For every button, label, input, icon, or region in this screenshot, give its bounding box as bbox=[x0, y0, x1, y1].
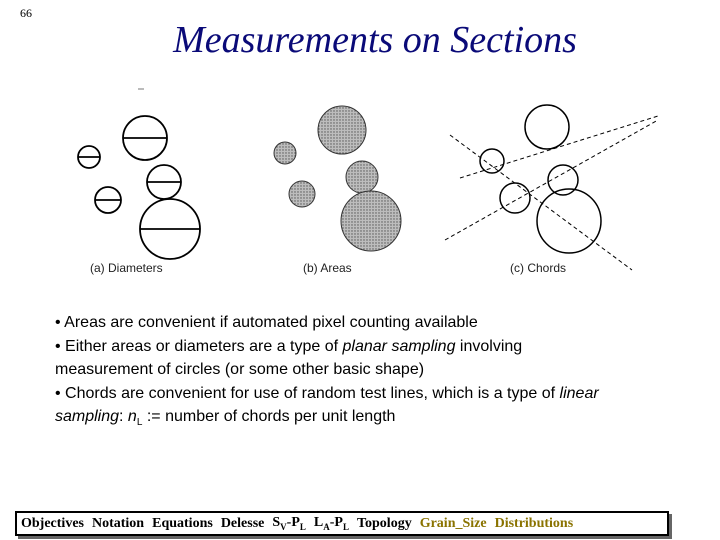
symbol-subscript: L bbox=[136, 417, 143, 429]
areas-panel bbox=[274, 106, 401, 275]
nav-sv-pl-dash: -P bbox=[286, 515, 300, 531]
bullet-text: • Chords are convenient for use of random test lines, which is a type of bbox=[55, 384, 560, 402]
nav-bar bbox=[15, 511, 669, 536]
chord-circle bbox=[537, 189, 601, 253]
italic-term: planar sampling bbox=[342, 337, 456, 355]
chord-circle bbox=[548, 165, 578, 195]
test-line bbox=[445, 120, 658, 240]
test-line bbox=[450, 135, 632, 270]
bullet-text: involving bbox=[455, 337, 523, 355]
nav-la-pl-l2: L bbox=[342, 521, 349, 532]
italic-term: sampling bbox=[55, 408, 120, 425]
bullet-text: : bbox=[119, 408, 128, 425]
nav-la-pl-a: A bbox=[323, 521, 330, 532]
nav-sv-pl-s: S bbox=[272, 515, 281, 531]
nav-equations[interactable]: Equations bbox=[152, 515, 213, 531]
bullet-text: • Either areas or diameters are a type of bbox=[55, 337, 343, 355]
slide-number: 66 bbox=[20, 6, 32, 20]
nav-la-pl-dash: -P bbox=[329, 515, 343, 531]
area-disk bbox=[318, 106, 366, 154]
nav-la-pl[interactable] bbox=[314, 515, 349, 532]
nav-delesse[interactable]: Delesse bbox=[220, 515, 265, 531]
chords-panel bbox=[445, 105, 658, 275]
bullet-areas bbox=[55, 311, 715, 335]
bullet-text: := number of chords per unit length bbox=[142, 408, 396, 425]
symbol-n: n bbox=[127, 408, 137, 425]
italic-term: linear bbox=[559, 384, 599, 402]
nav-grain-size[interactable]: Grain_Size bbox=[419, 515, 487, 531]
chord-circle bbox=[525, 105, 569, 149]
label-areas: (b) Areas bbox=[303, 261, 352, 275]
area-disk bbox=[346, 161, 378, 193]
bullet-text: measurement of circles (or some other basic shape) bbox=[55, 361, 425, 378]
diameters-panel bbox=[78, 116, 200, 275]
test-line bbox=[460, 116, 658, 178]
chord-circle bbox=[480, 149, 504, 173]
bullet-chords-cont bbox=[55, 405, 715, 435]
nav-sv-pl-l: L bbox=[299, 521, 306, 532]
nav-notation[interactable]: Notation bbox=[91, 515, 145, 531]
bullet-planar-cont bbox=[55, 358, 715, 382]
slide-title: Measurements on Sections bbox=[173, 19, 577, 61]
nav-sv-pl-v: V bbox=[280, 521, 287, 532]
label-chords: (c) Chords bbox=[510, 261, 567, 275]
nav-la-pl-l: L bbox=[313, 515, 324, 531]
bullet-planar bbox=[55, 335, 715, 359]
area-disk bbox=[289, 181, 315, 207]
nav-objectives[interactable]: Objectives bbox=[21, 515, 84, 531]
label-diameters: (a) Diameters bbox=[90, 261, 163, 275]
bullet-text: • Areas are convenient if automated pixel counting available bbox=[55, 314, 478, 331]
sections-figure bbox=[60, 80, 680, 280]
nav-topology[interactable]: Topology bbox=[356, 515, 412, 531]
nav-sv-pl[interactable] bbox=[272, 515, 306, 532]
bullet-chords bbox=[55, 382, 715, 406]
nav-distributions[interactable]: Distributions bbox=[494, 515, 574, 531]
area-disk bbox=[274, 142, 296, 164]
bullet-list bbox=[55, 311, 715, 435]
area-disk bbox=[341, 191, 401, 251]
chord-circle bbox=[500, 183, 530, 213]
